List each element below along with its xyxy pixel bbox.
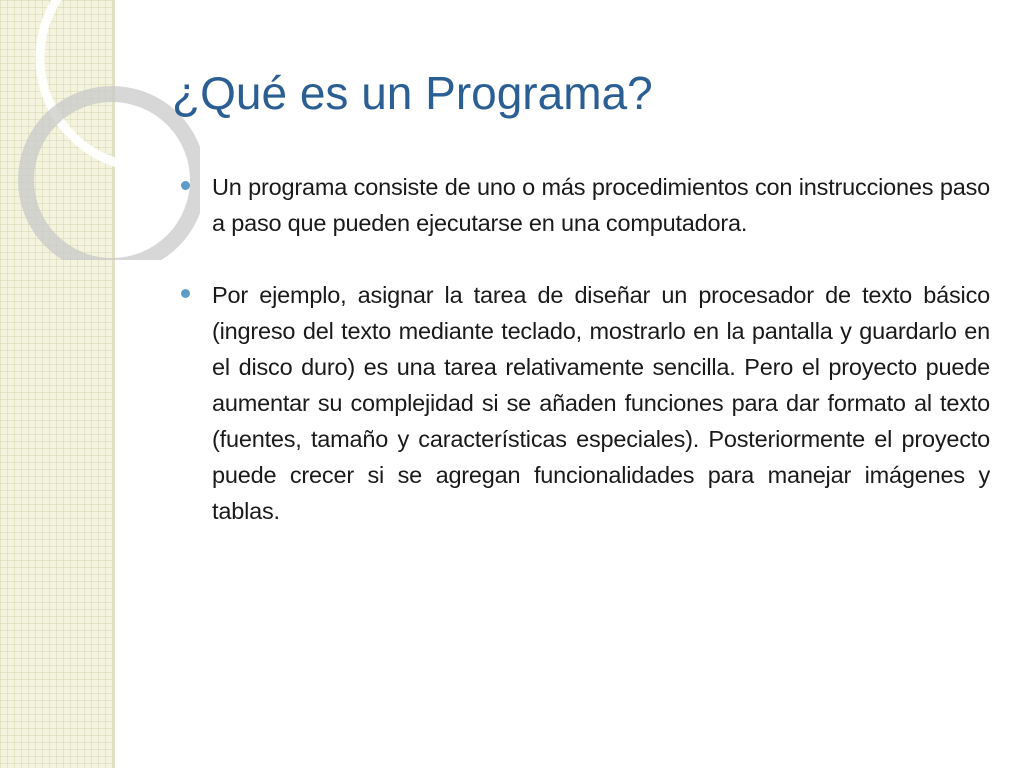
bullet-list: [178, 169, 990, 529]
bullet-text: Un programa consiste de uno o más procedimientos con instrucciones paso a paso que pueden ejecutarse en una computadora.: [212, 174, 990, 236]
bullet-dot-icon: [181, 181, 190, 190]
bullet-text: Por ejemplo, asignar la tarea de diseñar un procesador de texto básico (ingreso del texto mediante teclado, mostrarlo en la pantalla y guardarlo en el disco duro) es una tarea relativamente sencilla. Pero el proyecto puede aumentar su complejidad si se añaden funciones para dar formato al texto (fuentes, tamaño y características especiales). Posteriormente el proyecto puede crecer si se agregan funcionalidades para manejar imágenes y tablas.: [212, 282, 990, 524]
slide-title: ¿Qué es un Programa?: [172, 67, 653, 119]
bullet-dot-icon: [181, 289, 190, 298]
bullet-item: [178, 277, 990, 529]
bullet-item: [178, 169, 990, 241]
decorative-rings: [0, 0, 200, 260]
